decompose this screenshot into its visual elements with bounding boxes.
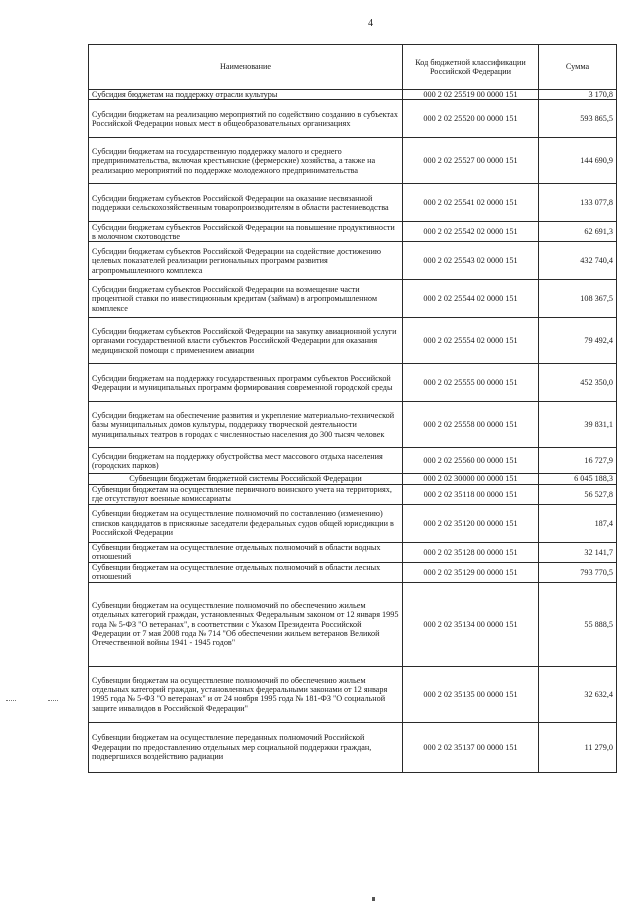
row-sum: 432 740,4: [539, 242, 617, 280]
row-name: Субсидия бюджетам на поддержку отрасли культуры: [89, 90, 403, 100]
row-sum: 32 632,4: [539, 666, 617, 722]
row-code: 000 2 02 30000 00 0000 151: [403, 474, 539, 484]
row-sum: 133 077,8: [539, 184, 617, 222]
row-name: Субвенции бюджетам на осуществление полномочий по обеспечению жильем отдельных категорий граждан, установленных федеральными законами от 12 января 1995 года № 5-ФЗ "О ветеранах" и от 24 ноября 1995 года № 181-ФЗ "О социальной защите инвалидов в Российской Федерации": [89, 666, 403, 722]
row-name: Субвенции бюджетам на осуществление отдельных полномочий в области водных отношений: [89, 542, 403, 562]
row-name: Субсидии бюджетам субъектов Российской Федерации на повышение продуктивности в молочном скотоводстве: [89, 222, 403, 242]
row-name: Субсидии бюджетам на поддержку государственных программ субъектов Российской Федерации и муниципальных программ формирования современной городской среды: [89, 364, 403, 402]
table-row: [89, 222, 617, 242]
table-row: [89, 364, 617, 402]
table-row: [89, 402, 617, 448]
row-name: Субсидии бюджетам на поддержку обустройства мест массового отдыха населения (городских парков): [89, 448, 403, 474]
row-name: Субвенции бюджетам на осуществление полномочий по составлению (изменению) списков кандидатов в присяжные заседатели федеральных судов общей юрисдикции в Российской Федерации: [89, 504, 403, 542]
table-row: [89, 722, 617, 772]
row-sum: 452 350,0: [539, 364, 617, 402]
row-name: Субсидии бюджетам на государственную поддержку малого и среднего предпринимательства, включая крестьянские (фермерские) хозяйства, а также на реализацию мероприятий по поддержке молодежного предпринимательства: [89, 138, 403, 184]
row-sum: 55 888,5: [539, 582, 617, 666]
header-row: [89, 45, 617, 90]
row-code: 000 2 02 25520 00 0000 151: [403, 100, 539, 138]
row-code: 000 2 02 35120 00 0000 151: [403, 504, 539, 542]
row-name: Субсидии бюджетам на реализацию мероприятий по содействию созданию в субъектах Российской Федерации новых мест в общеобразовательных организациях: [89, 100, 403, 138]
row-code: 000 2 02 25541 02 0000 151: [403, 184, 539, 222]
table-row: [89, 242, 617, 280]
table-row: [89, 184, 617, 222]
row-name: Субвенции бюджетам на осуществление переданных полномочий Российской Федерации по предоставлению отдельных мер социальной поддержки граждан, подвергшихся воздействию радиации: [89, 722, 403, 772]
table-row: [89, 448, 617, 474]
margin-mark: [6, 700, 16, 701]
row-code: 000 2 02 25560 00 0000 151: [403, 448, 539, 474]
row-code: 000 2 02 25544 02 0000 151: [403, 280, 539, 318]
row-sum: 62 691,3: [539, 222, 617, 242]
table-row: [89, 484, 617, 504]
row-name: Субсидии бюджетам субъектов Российской Федерации на содействие достижению целевых показателей реализации региональных программ развития агропромышленного комплекса: [89, 242, 403, 280]
row-code: 000 2 02 25555 00 0000 151: [403, 364, 539, 402]
row-code: 000 2 02 25519 00 0000 151: [403, 90, 539, 100]
row-code: 000 2 02 25527 00 0000 151: [403, 138, 539, 184]
row-code: 000 2 02 35134 00 0000 151: [403, 582, 539, 666]
row-name: Субвенции бюджетам на осуществление полномочий по обеспечению жильем отдельных категорий граждан, установленных Федеральным законом от 12 января 1995 года № 5-ФЗ "О ветеранах", в соответствии с Указом Президента Российской Федерации от 7 мая 2008 года № 714 "Об обеспечении жильем ветеранов Великой Отечественной войны 1941 - 1945 годов": [89, 582, 403, 666]
row-code: 000 2 02 25542 02 0000 151: [403, 222, 539, 242]
row-sum: 187,4: [539, 504, 617, 542]
row-code: 000 2 02 35135 00 0000 151: [403, 666, 539, 722]
table-row: [89, 666, 617, 722]
row-code: 000 2 02 35118 00 0000 151: [403, 484, 539, 504]
table-row: [89, 474, 617, 484]
row-sum: 16 727,9: [539, 448, 617, 474]
table-row: [89, 318, 617, 364]
margin-mark: [48, 700, 58, 701]
table-row: [89, 504, 617, 542]
row-sum: 32 141,7: [539, 542, 617, 562]
table-row: [89, 582, 617, 666]
table-row: [89, 280, 617, 318]
table-row: [89, 562, 617, 582]
row-sum: 6 045 188,3: [539, 474, 617, 484]
row-name: Субсидии бюджетам субъектов Российской Федерации на закупку авиационной услуги органами государственной власти субъектов Российской Федерации для оказания медицинской помощи с применением авиации: [89, 318, 403, 364]
row-sum: 593 865,5: [539, 100, 617, 138]
row-sum: 793 770,5: [539, 562, 617, 582]
row-code: 000 2 02 25558 00 0000 151: [403, 402, 539, 448]
row-name: Субвенции бюджетам на осуществление отдельных полномочий в области лесных отношений: [89, 562, 403, 582]
row-sum: 3 170,8: [539, 90, 617, 100]
row-code: 000 2 02 35128 00 0000 151: [403, 542, 539, 562]
row-sum: 39 831,1: [539, 402, 617, 448]
table-row: [89, 90, 617, 100]
row-sum: 56 527,8: [539, 484, 617, 504]
row-sum: 144 690,9: [539, 138, 617, 184]
header-code: Код бюджетной классификации Российской Федерации: [403, 45, 539, 90]
budget-table: [88, 44, 617, 773]
row-code: 000 2 02 35129 00 0000 151: [403, 562, 539, 582]
row-code: 000 2 02 25554 02 0000 151: [403, 318, 539, 364]
row-name: Субсидии бюджетам на обеспечение развития и укрепление материально-технической базы муниципальных домов культуры, поддержку творческой деятельности муниципальных театров в городах с численностью населения до 300 тысяч человек: [89, 402, 403, 448]
header-sum: Сумма: [539, 45, 617, 90]
row-name: Субвенции бюджетам бюджетной системы Российской Федерации: [89, 474, 403, 484]
row-code: 000 2 02 25543 02 0000 151: [403, 242, 539, 280]
row-sum: 108 367,5: [539, 280, 617, 318]
table-row: [89, 100, 617, 138]
header-name: Наименование: [89, 45, 403, 90]
table-row: [89, 542, 617, 562]
row-name: Субсидии бюджетам субъектов Российской Федерации на возмещение части процентной ставки по инвестиционным кредитам (займам) в агропромышленном комплексе: [89, 280, 403, 318]
row-name: Субвенции бюджетам на осуществление первичного воинского учета на территориях, где отсутствуют военные комиссариаты: [89, 484, 403, 504]
row-sum: 79 492,4: [539, 318, 617, 364]
table-row: [89, 138, 617, 184]
table-body: [89, 90, 617, 773]
page-number: 4: [368, 18, 373, 29]
scan-mark: [372, 897, 375, 901]
row-code: 000 2 02 35137 00 0000 151: [403, 722, 539, 772]
row-name: Субсидии бюджетам субъектов Российской Федерации на оказание несвязанной поддержки сельскохозяйственным товаропроизводителям в области растениеводства: [89, 184, 403, 222]
row-sum: 11 279,0: [539, 722, 617, 772]
